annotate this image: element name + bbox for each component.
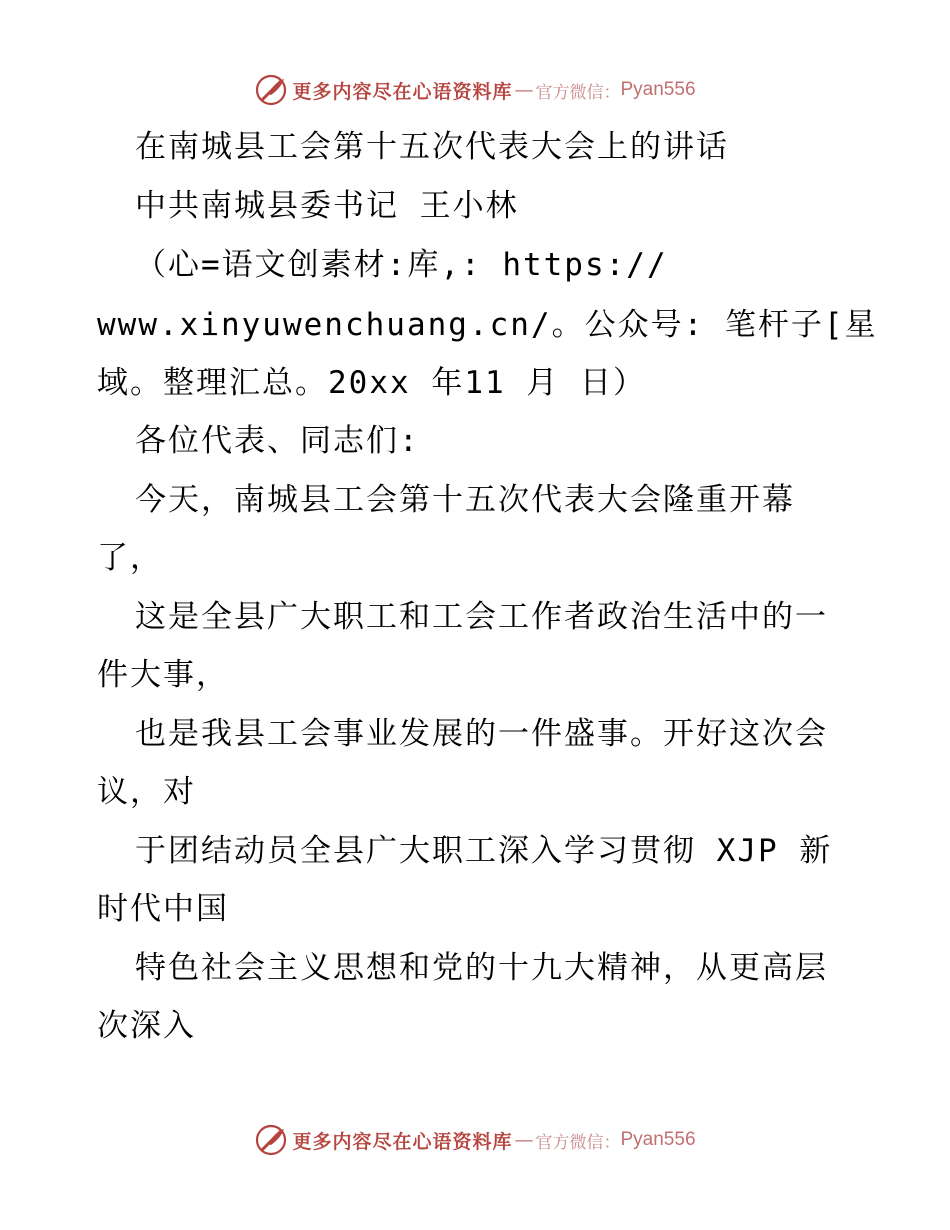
watermark-id: Pyan556 — [620, 1129, 696, 1150]
watermark-banner-bottom — [0, 1120, 950, 1160]
salutation: 各位代表、同志们: — [135, 423, 420, 459]
source-note-line-3: 域。整理汇总。20xx 年11 月 日） — [97, 365, 646, 401]
quill-logo-icon — [254, 73, 288, 107]
paragraph-line: 件大事， — [97, 657, 229, 693]
paragraph-line: 特色社会主义思想和党的十九大精神，从更高层 — [135, 950, 828, 986]
paragraph-line: 次深入 — [97, 1008, 196, 1044]
paragraph-line: 时代中国 — [97, 891, 229, 927]
paragraph-line: 于团结动员全县广大职工深入学习贯彻 XJP 新 — [135, 833, 833, 869]
watermark-label: 官方微信： — [535, 82, 621, 103]
paragraph-line: 今天，南城县工会第十五次代表大会隆重开幕 — [135, 482, 795, 518]
paragraph-line: 也是我县工会事业发展的一件盛事。开好这次会 — [135, 716, 828, 752]
watermark-text: 更多内容尽在心语资料库 — [292, 1130, 513, 1153]
paragraph-line: 了， — [97, 540, 163, 576]
paragraph-line: 议，对 — [97, 774, 196, 810]
source-note-line-1: （心=语文创素材:库,: https:// — [135, 247, 668, 283]
watermark-id: Pyan556 — [620, 79, 696, 100]
watermark-separator: — — [514, 1129, 534, 1151]
speech-title: 在南城县工会第十五次代表大会上的讲话 — [135, 129, 729, 165]
speaker-line: 中共南城县委书记 王小林 — [135, 188, 519, 224]
watermark-separator: — — [514, 79, 534, 101]
watermark-label: 官方微信： — [535, 1132, 621, 1153]
watermark-banner-top — [0, 70, 950, 110]
paragraph-line: 这是全县广大职工和工会工作者政治生活中的一 — [135, 599, 828, 635]
quill-logo-icon — [254, 1123, 288, 1157]
watermark-text: 更多内容尽在心语资料库 — [292, 80, 513, 103]
source-note-line-2: www.xinyuwenchuang.cn/。公众号: 笔杆子[星 — [97, 307, 878, 343]
